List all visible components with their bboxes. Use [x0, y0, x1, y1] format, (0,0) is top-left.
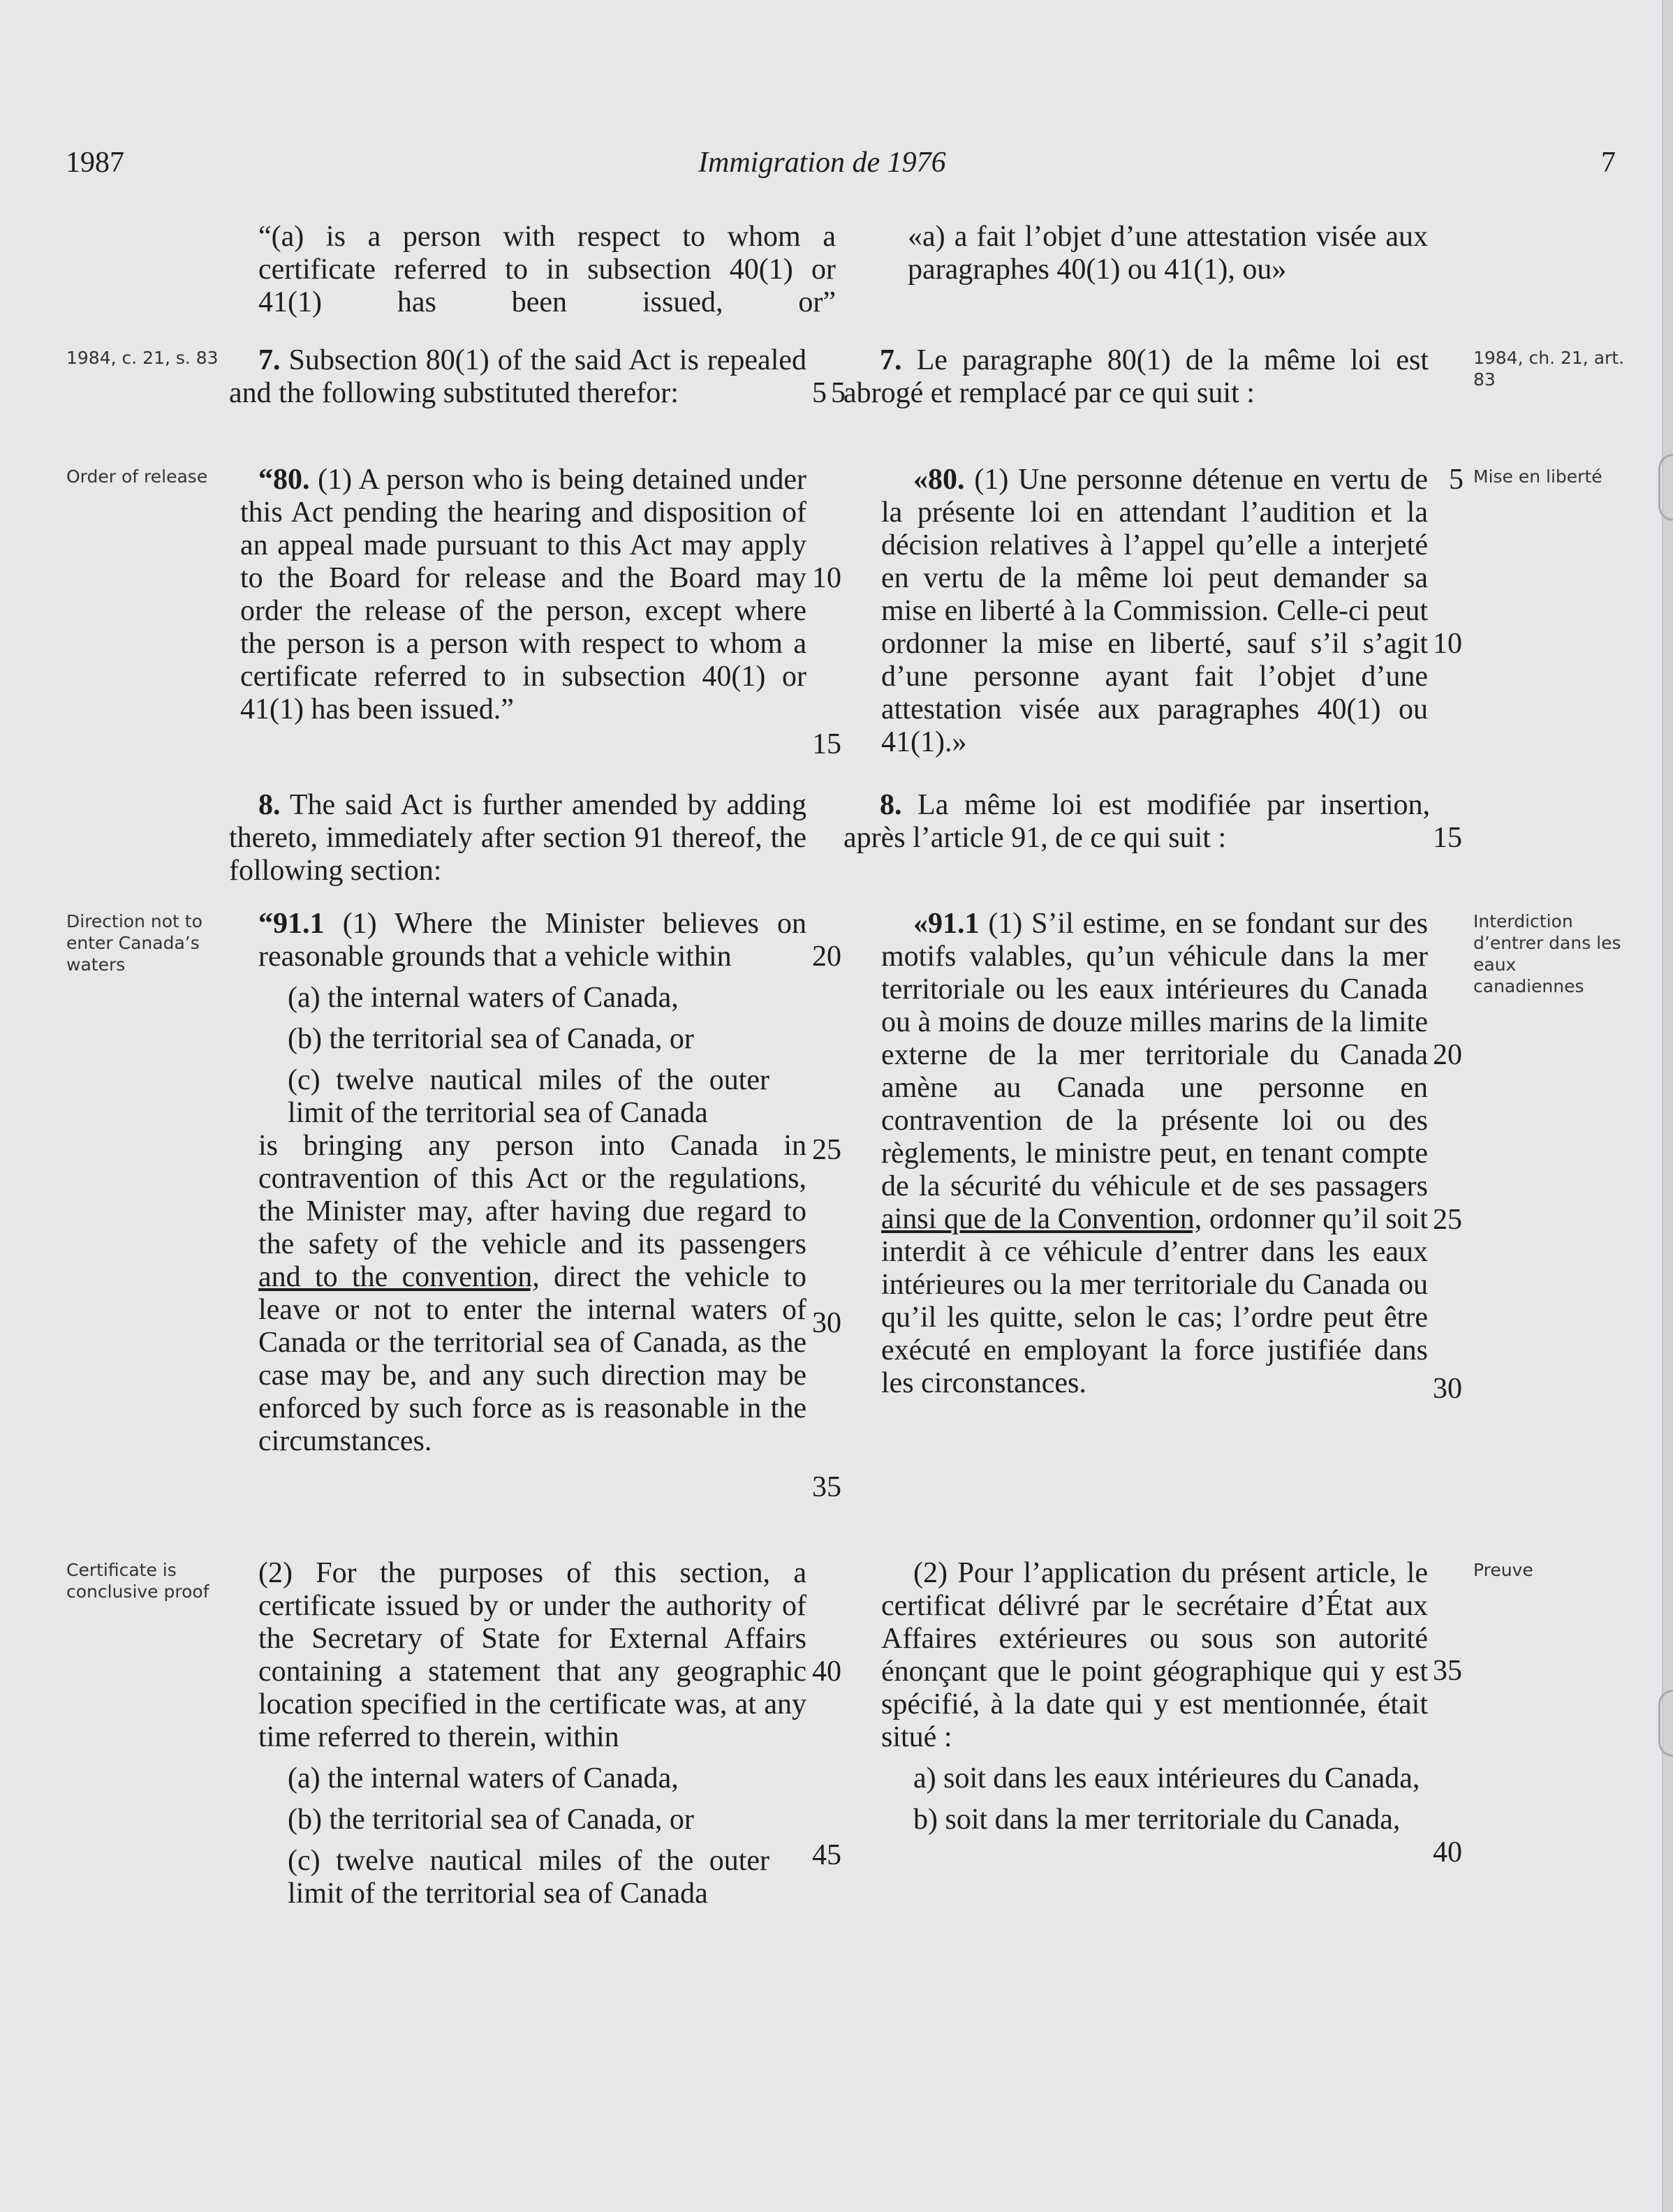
line-number: 15 [812, 728, 841, 760]
en-section-7 [229, 344, 806, 410]
fr-subsection-2-text: (2) Pour l’application du présent article, le certificat délivré par le secrétaire d’État aux Affaires extérieures ou sous son autorité énonçant que le point géographique qui y est spécifié, à la date qui y est mentionnée, était situé : [881, 1557, 1428, 1753]
en-section-7-text: Subsection 80(1) of the said Act is repealed and the following substituted therefor: [229, 344, 807, 409]
en-continuation-underlined: and to the convention, [258, 1261, 540, 1293]
fr-paragraph-a [908, 221, 1428, 286]
page-number: 7 [1601, 147, 1616, 179]
fr-paragraph-a-text: «a) a fait l’objet d’une attestation visée aux paragraphes 40(1) ou 41(1), ou» [908, 221, 1428, 286]
line-number: 20 [1433, 1039, 1462, 1071]
en-section-91-1-number: “91.1 [258, 908, 325, 940]
en-section-8-number: 8. [258, 789, 281, 821]
fr-section-80-number: «80. [913, 464, 965, 496]
line-number: 40 [1433, 1836, 1462, 1868]
en-subsection-2-text: (2) For the purposes of this section, a certificate issued by or under the authority of the Secretary of State for External Affairs containing a statement that any geographic location specified in the certificate was, at any time referred to therein, within [258, 1557, 806, 1753]
en-section-80 [229, 464, 806, 726]
line-number: 45 [812, 1839, 841, 1871]
fr-section-80-text: (1) Une personne détenue en vertu de la présente loi en attendant l’audition et la décision relatives à l’appel qu’elle a interjeté en vertu de la même loi peut demander sa mise en liberté à la Commission. Celle-ci peut ordonner la mise en liberté, sauf s’il s’agit d’une personne ayant fait l’objet d’une attestation visée aux paragraphes 40(1) ou 41(1).» [881, 464, 1429, 758]
margin-note-fr-4: Preuve [1473, 1560, 1533, 1580]
fr-section-80 [881, 464, 1428, 759]
en-continuation-part-1: is bringing any person into Canada in contravention of this Act or the regulations, the Minister may, after having due regard to the safety of the vehicle and its passengers [258, 1130, 806, 1260]
line-number: 20 [812, 941, 841, 973]
binding-hole [1658, 1690, 1673, 1757]
line-number: 5 [831, 377, 846, 409]
fr-section-91-1 [881, 908, 1428, 1400]
line-number: 15 [1433, 822, 1462, 854]
line-number: 30 [812, 1307, 841, 1339]
fr-section-7 [843, 344, 1429, 410]
en-paragraph-a-text: “(a) is a person with respect to whom a certificate referred to in subsection 40(1) or 41(1) has been issued, or” [258, 221, 836, 318]
fr-section-91-1-number: «91.1 [913, 908, 980, 940]
fr-section-8-text: La même loi est modifiée par insertion, après l’article 91, de ce qui suit : [843, 789, 1431, 854]
en-sub2-item-c: (c) twelve nautical miles of the outer limit of the territorial sea of Canada [288, 1845, 769, 1910]
header-year: 1987 [66, 147, 124, 179]
margin-note-en-4: Certificate is conclusive proof [66, 1560, 209, 1602]
line-number: 10 [1433, 628, 1462, 660]
margin-note-fr-3: Interdiction d’entrer dans les eaux canadiennes [1473, 911, 1621, 996]
en-item-a: (a) the internal waters of Canada, [288, 982, 679, 1014]
en-sub2-item-b: (b) the territorial sea of Canada, or [288, 1804, 694, 1836]
line-number: 35 [1433, 1655, 1462, 1687]
en-section-91-1 [258, 908, 806, 1458]
fr-sub2-item-a: a) soit dans les eaux intérieures du Canada, [913, 1762, 1420, 1794]
margin-note-en-2: Order of release [66, 466, 208, 487]
fr-section-7-text: Le paragraphe 80(1) de la même loi est abrogé et remplacé par ce qui suit : [843, 344, 1429, 409]
fr-sub2-item-b: b) soit dans la mer territoriale du Canada, [913, 1804, 1401, 1836]
margin-note-fr-1: 1984, ch. 21, art. 83 [1473, 348, 1625, 390]
line-number: 40 [812, 1656, 841, 1688]
en-section-91-1-text: (1) Where the Minister believes on reasonable grounds that a vehicle within [258, 908, 806, 973]
en-item-b: (b) the territorial sea of Canada, or [288, 1023, 694, 1055]
en-section-8 [229, 789, 806, 887]
en-subsection-2 [258, 1557, 806, 1910]
en-continuation-part-2: direct the vehicle to leave or not to enter the internal waters of Canada or the territorial sea of Canada, as the case may be, and any such direction may be enforced by such force as is reasonable in the circumstances. [258, 1261, 806, 1457]
line-number: 35 [812, 1471, 841, 1503]
en-section-80-text: (1) A person who is being detained under this Act pending the hearing and disposition of an appeal made pursuant to this Act may apply to the Board for release and the Board may order the release of the person, except where the person is a person with respect to whom a certificate referred to in subsection 40(1) or 41(1) has been issued.” [240, 464, 807, 725]
fr-section-8 [843, 789, 1430, 855]
fr-section-91-1-underlined: ainsi que de la Convention, [881, 1203, 1202, 1235]
en-sub2-item-a: (a) the internal waters of Canada, [288, 1762, 679, 1794]
line-number: 25 [1433, 1204, 1462, 1236]
en-section-80-number: “80. [258, 464, 310, 496]
en-section-7-number: 7. [258, 344, 281, 376]
fr-section-91-1-text-2: ordonner qu’il soit interdit à ce véhicule d’entrer dans les eaux intérieures ou la mer territoriale du Canada ou qu’il les quitte, selon le cas; l’ordre peut être exécuté en employant la force justifiée dans les circonstances. [881, 1203, 1429, 1399]
margin-note-en-1: 1984, c. 21, s. 83 [66, 348, 219, 368]
fr-subsection-2 [881, 1557, 1428, 1836]
en-paragraph-a [229, 221, 836, 319]
en-section-8-text: The said Act is further amended by adding thereto, immediately after section 91 thereof, the following section: [229, 789, 806, 887]
header-title: Immigration de 1976 [698, 147, 946, 179]
en-section-91-1-continuation [258, 1130, 806, 1458]
line-number: 5 [1449, 464, 1464, 496]
page-edge [1662, 0, 1673, 2212]
en-item-c: (c) twelve nautical miles of the outer limit of the territorial sea of Canada [288, 1064, 769, 1129]
fr-section-8-number: 8. [880, 789, 902, 821]
fr-section-91-1-text-1: (1) S’il estime, en se fondant sur des motifs valables, qu’un véhicule dans la mer territoriale ou les eaux intérieures du Canada ou à moins de douze milles marins de la limite externe de la mer territoriale du Canada amène au Canada une personne en contravention de la présente loi ou des règlements, le ministre peut, en tenant compte de la sécurité du véhicule et de ses passagers [881, 908, 1428, 1202]
line-number: 30 [1433, 1373, 1462, 1405]
line-number: 5 [812, 377, 827, 409]
margin-note-fr-2: Mise en liberté [1473, 466, 1602, 487]
binding-hole [1658, 454, 1673, 521]
margin-note-en-3: Direction not to enter Canada’s waters [66, 911, 202, 975]
line-number: 25 [812, 1134, 841, 1166]
line-number: 10 [812, 562, 841, 594]
fr-section-7-number: 7. [880, 344, 902, 376]
